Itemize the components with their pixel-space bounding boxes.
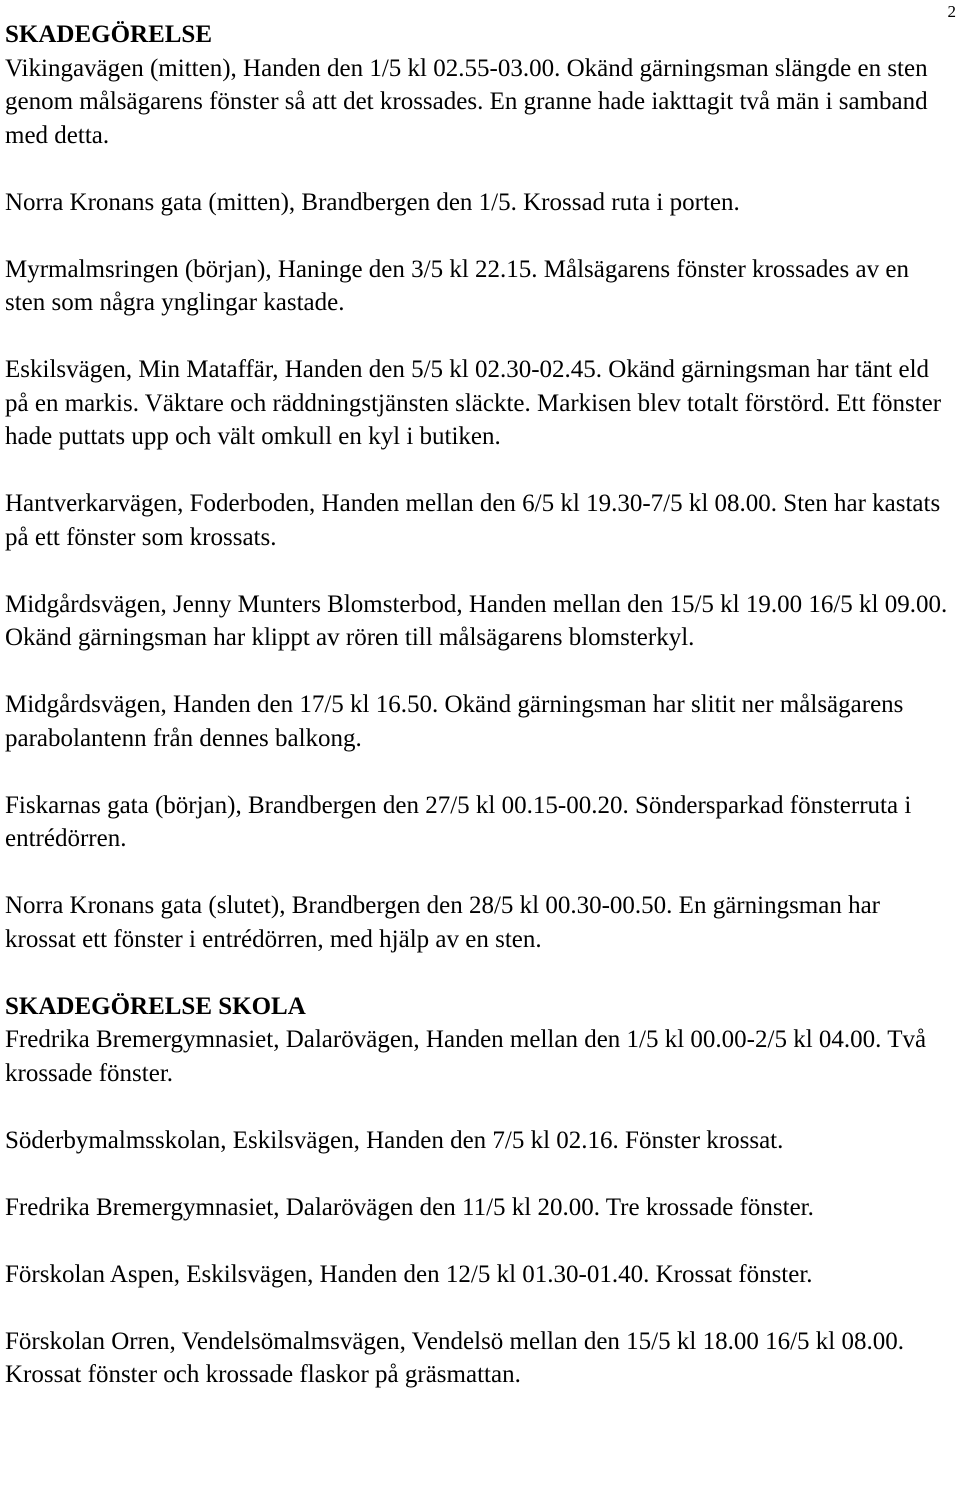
page-content bbox=[5, 18, 955, 1425]
section-skadegorelse bbox=[5, 18, 955, 956]
report-entry: Söderbymalmsskolan, Eskilsvägen, Handen den 7/5 kl 02.16. Fönster krossat. bbox=[5, 1126, 784, 1154]
section-skadegorelse-skola bbox=[5, 990, 955, 1392]
report-entry: Vikingavägen (mitten), Handen den 1/5 kl 02.55-03.00. Okänd gärningsman slängde en sten genom målsägarens fönster så att det krossades. En granne hade iakttagit två män i samband med detta. bbox=[5, 54, 928, 149]
report-entry: Förskolan Orren, Vendelsömalmsvägen, Vendelsö mellan den 15/5 kl 18.00 16/5 kl 08.00. Krossat fönster och krossade flaskor på gräsmattan. bbox=[5, 1327, 904, 1388]
report-entry: Hantverkarvägen, Foderboden, Handen mellan den 6/5 kl 19.30-7/5 kl 08.00. Sten har kastats på ett fönster som krossats. bbox=[5, 490, 941, 551]
report-entry: Midgårdsvägen, Jenny Munters Blomsterbod, Handen mellan den 15/5 kl 19.00 16/5 kl 09.00. Okänd gärningsman har klippt av rören till målsägarens blomsterkyl. bbox=[5, 590, 948, 651]
section-heading: SKADEGÖRELSE bbox=[5, 21, 213, 48]
page-number: 2 bbox=[947, 2, 956, 21]
report-entry: Fiskarnas gata (början), Brandbergen den 27/5 kl 00.15-00.20. Söndersparkad fönsterruta i entrédörren. bbox=[5, 791, 912, 852]
report-entry: Myrmalmsringen (början), Haninge den 3/5 kl 22.15. Målsägarens fönster krossades av en sten som några ynglingar kastade. bbox=[5, 255, 909, 316]
report-entry: Fredrika Bremergymnasiet, Dalarövägen den 11/5 kl 20.00. Tre krossade fönster. bbox=[5, 1193, 814, 1221]
report-entry: Eskilsvägen, Min Mataffär, Handen den 5/5 kl 02.30-02.45. Okänd gärningsman har tänt eld på en markis. Väktare och räddningstjänsten släckte. Markisen blev totalt förstörd. Ett fönster hade puttats upp och vält omkull en kyl i butiken. bbox=[5, 356, 942, 450]
report-entry: Fredrika Bremergymnasiet, Dalarövägen, Handen mellan den 1/5 kl 00.00-2/5 kl 04.00. Två krossade fönster. bbox=[5, 1026, 927, 1087]
report-entry: Förskolan Aspen, Eskilsvägen, Handen den 12/5 kl 01.30-01.40. Krossat fönster. bbox=[5, 1260, 813, 1288]
report-entry: Norra Kronans gata (slutet), Brandbergen den 28/5 kl 00.30-00.50. En gärningsman har krossat ett fönster i entrédörren, med hjälp av en sten. bbox=[5, 892, 881, 953]
report-entry: Midgårdsvägen, Handen den 17/5 kl 16.50. Okänd gärningsman har slitit ner målsägarens parabolantenn från dennes balkong. bbox=[5, 691, 904, 752]
section-heading: SKADEGÖRELSE SKOLA bbox=[5, 992, 306, 1020]
report-entry: Norra Kronans gata (mitten), Brandbergen den 1/5. Krossad ruta i porten. bbox=[5, 188, 740, 216]
